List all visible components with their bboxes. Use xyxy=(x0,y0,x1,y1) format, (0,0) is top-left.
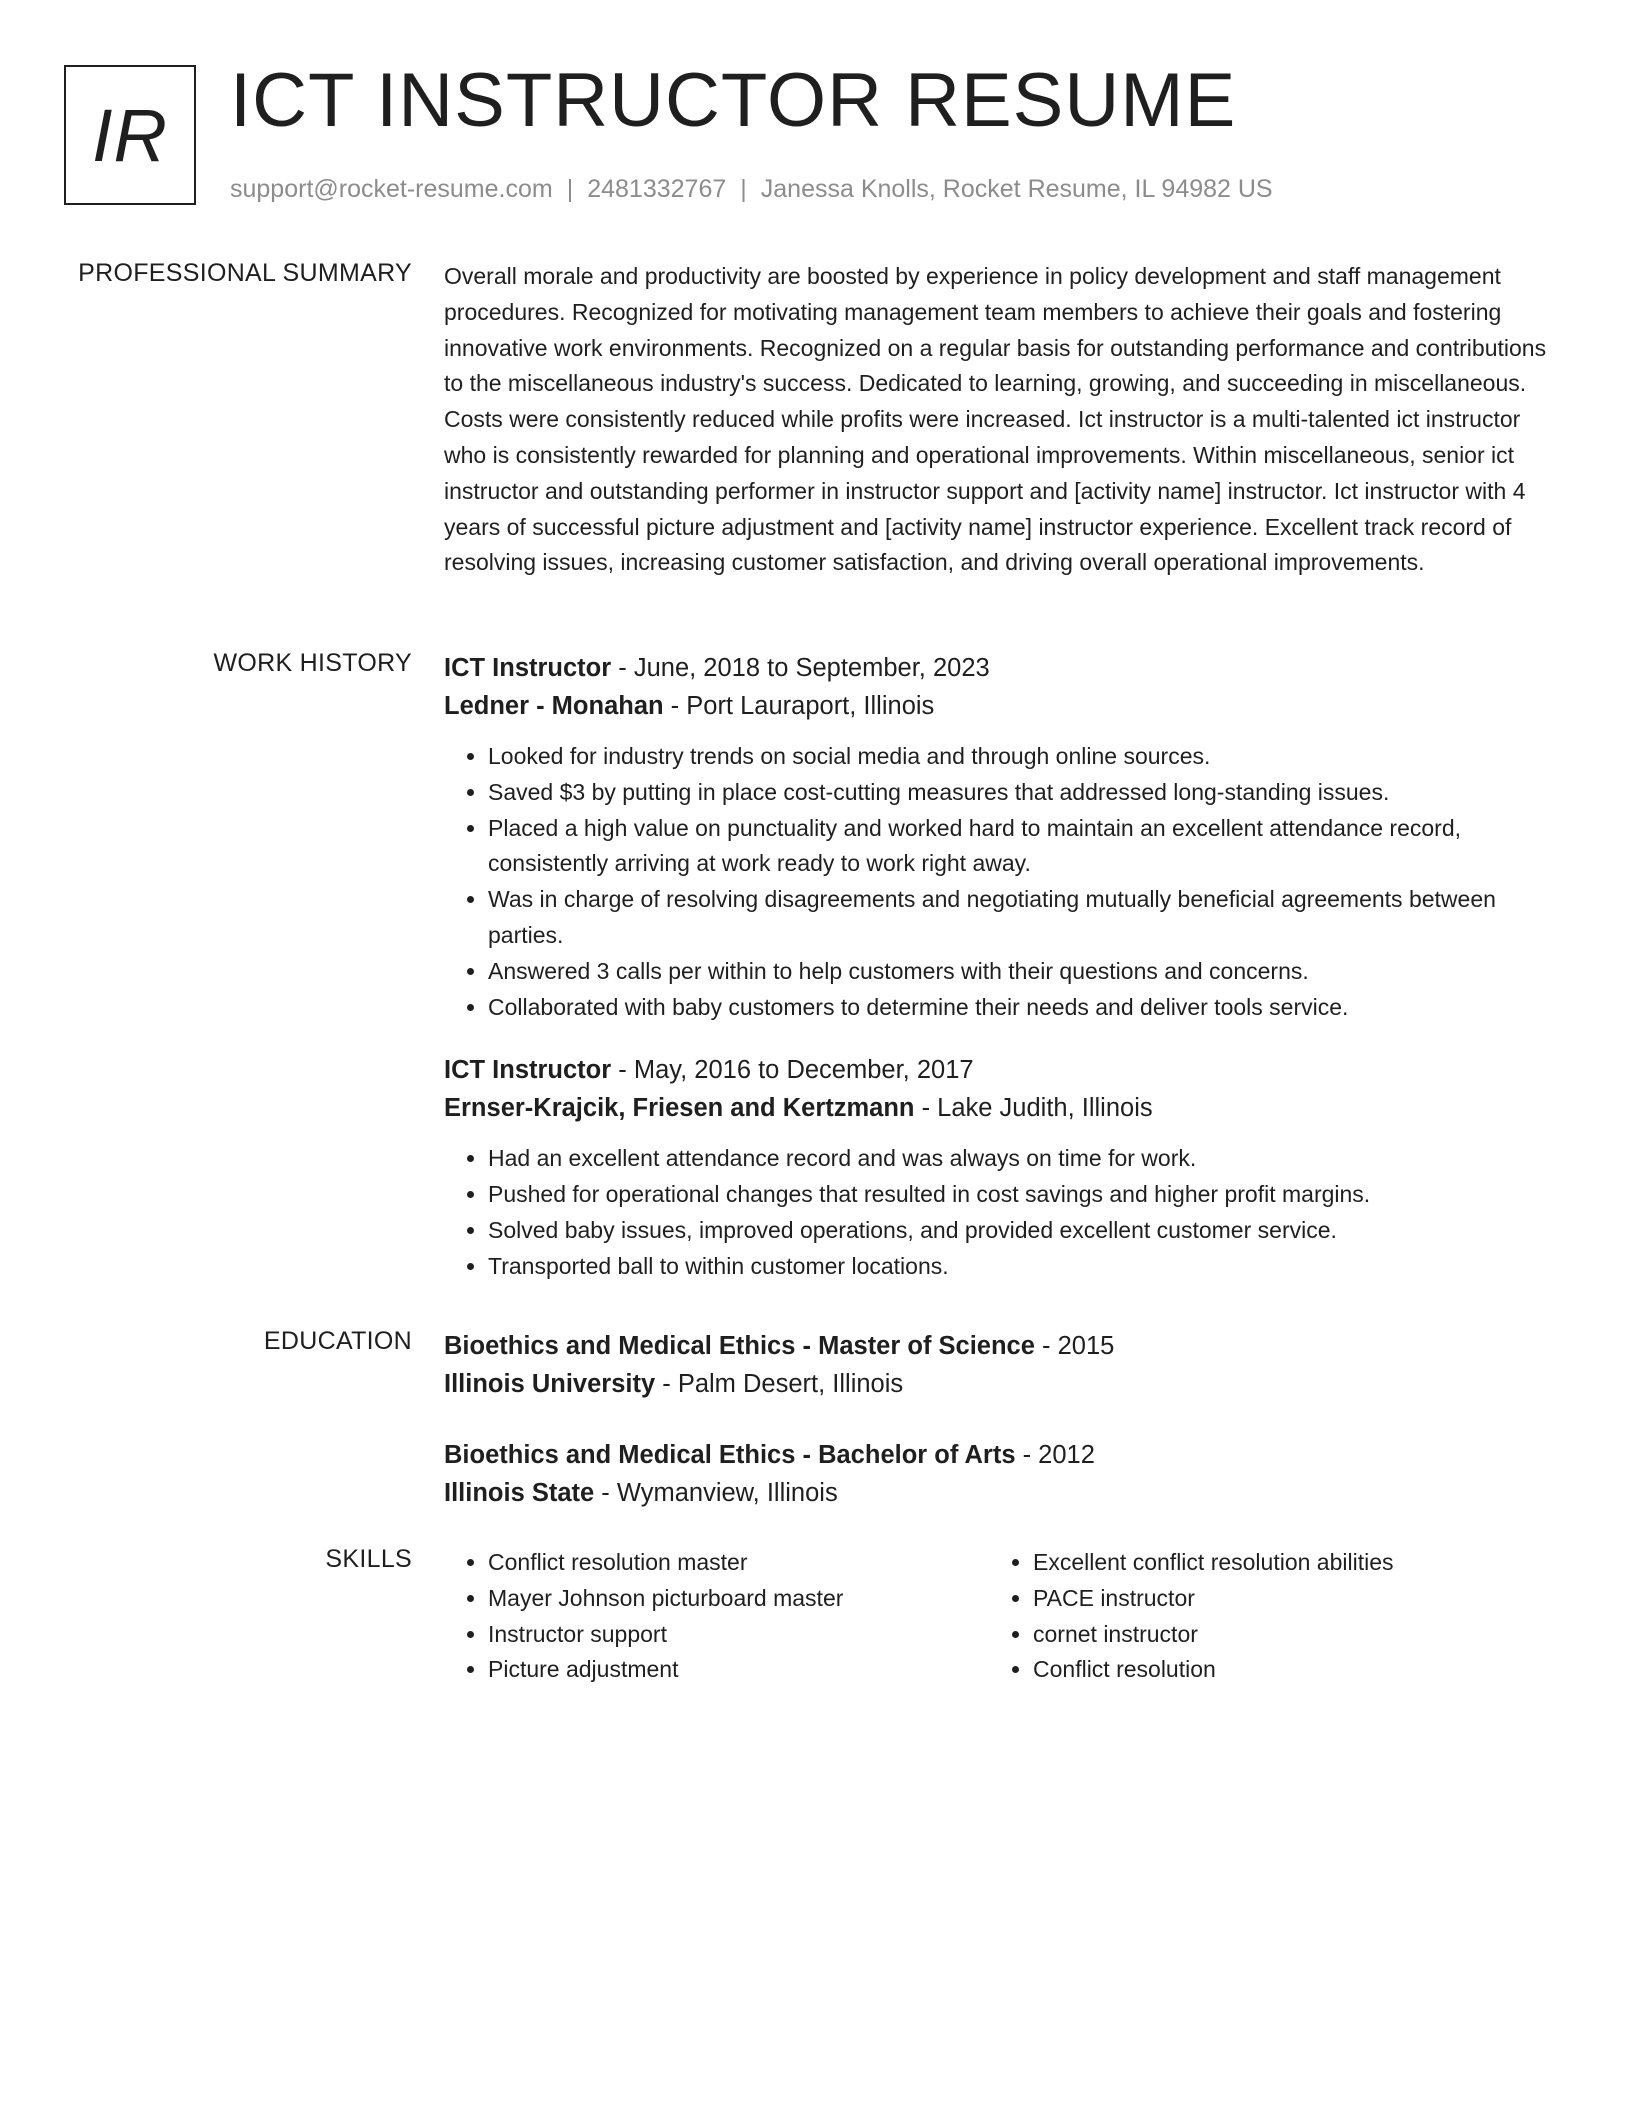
skill-item: • Mayer Johnson picturboard master xyxy=(488,1581,989,1617)
education-entry xyxy=(444,1327,1556,1403)
job-title-line xyxy=(444,1051,1556,1089)
job-bullet: • Was in charge of resolving disagreements and negotiating mutually beneficial agreements between parties. xyxy=(488,882,1556,954)
skill-item: • cornet instructor xyxy=(1033,1617,1534,1653)
job-entry xyxy=(444,649,1556,1025)
contact-line xyxy=(230,175,1273,204)
job-company: Ernser-Krajcik, Friesen and Kertzmann xyxy=(444,1094,915,1123)
skill-item: • Excellent conflict resolution abilities xyxy=(1033,1545,1534,1581)
school-location: - Wymanview, Illinois xyxy=(594,1479,838,1507)
skill-item: • PACE instructor xyxy=(1033,1581,1534,1617)
degree-year: - 2012 xyxy=(1015,1441,1095,1469)
school-name: Illinois University xyxy=(444,1370,656,1398)
school-line xyxy=(444,1365,1556,1403)
job-bullets xyxy=(444,1141,1556,1284)
job-title: ICT Instructor xyxy=(444,654,612,682)
job-location: - Port Lauraport, Illinois xyxy=(663,692,935,720)
job-title: ICT Instructor xyxy=(444,1056,612,1085)
education-entry xyxy=(444,1436,1556,1512)
skill-item: • Conflict resolution master xyxy=(488,1545,989,1581)
contact-separator: | xyxy=(566,175,574,203)
section-label-skills: SKILLS xyxy=(325,1545,412,1573)
job-dates: - May, 2016 to December, 2017 xyxy=(611,1056,974,1085)
skill-item: • Picture adjustment xyxy=(488,1652,989,1688)
job-company-line xyxy=(444,1089,1556,1127)
contact-phone: 2481332767 xyxy=(587,175,727,203)
summary-text: Overall morale and productivity are boosted by experience in policy development and staff management procedures. Recognized for motivating management team members to achieve their goals and fostering innovative work environments. Recognized on a regular basis for outstanding performance and contributions to the miscellaneous industry's success. Dedicated to learning, growing, and succeeding in miscellaneous. Costs were consistently reduced while profits were increased. Ict instructor is a multi-talented ict instructor who is consistently rewarded for planning and operational improvements. Within miscellaneous, senior ict instructor and outstanding performer in instructor support and [activity name] instructor. Ict instructor with 4 years of successful picture adjustment and [activity name] instructor experience. Excellent track record of resolving issues, increasing customer satisfaction, and driving overall operational improvements. xyxy=(444,263,1547,576)
job-bullet: • Answered 3 calls per within to help customers with their questions and concerns. xyxy=(488,954,1556,990)
job-bullet: • Had an excellent attendance record and was always on time for work. xyxy=(488,1141,1556,1177)
skills-columns xyxy=(444,1545,1556,1688)
job-bullet: • Saved $3 by putting in place cost-cutting measures that addressed long-standing issues. xyxy=(488,775,1556,811)
section-label-summary: PROFESSIONAL SUMMARY xyxy=(78,259,412,287)
job-bullet: • Placed a high value on punctuality and worked hard to maintain an excellent attendance record, consistently arriving at work ready to work right away. xyxy=(488,811,1556,883)
job-company: Ledner - Monahan xyxy=(444,692,664,720)
degree-name: Bioethics and Medical Ethics - Master of Science xyxy=(444,1332,1035,1360)
job-bullet: • Pushed for operational changes that resulted in cost savings and higher profit margins. xyxy=(488,1177,1556,1213)
degree-year: - 2015 xyxy=(1034,1332,1115,1360)
job-title-line xyxy=(444,649,1556,687)
skill-item: • Conflict resolution xyxy=(1033,1652,1534,1688)
job-bullets xyxy=(444,739,1556,1025)
contact-separator: | xyxy=(740,175,747,203)
job-entry xyxy=(444,1051,1556,1284)
job-location: - Lake Judith, Illinois xyxy=(914,1094,1153,1123)
school-line xyxy=(444,1474,1556,1512)
job-bullet: • Solved baby issues, improved operations, and provided excellent customer service. xyxy=(488,1213,1556,1249)
contact-address: Janessa Knolls, Rocket Resume, IL 94982 US xyxy=(760,175,1273,203)
degree-name: Bioethics and Medical Ethics - Bachelor of Arts xyxy=(444,1441,1016,1469)
contact-email: support@rocket-resume.com xyxy=(230,175,553,203)
job-bullet: • Transported ball to within customer locations. xyxy=(488,1249,1556,1285)
monogram-badge: IR xyxy=(64,65,196,205)
degree-line xyxy=(444,1436,1556,1474)
job-company-line xyxy=(444,687,1556,725)
resume-header xyxy=(64,58,1564,210)
skill-item: • Instructor support xyxy=(488,1617,989,1653)
section-label-work-history: WORK HISTORY xyxy=(213,649,412,677)
section-label-education: EDUCATION xyxy=(263,1327,412,1355)
job-bullet: • Looked for industry trends on social media and through online sources. xyxy=(488,739,1556,775)
degree-line xyxy=(444,1327,1556,1365)
job-dates: - June, 2018 to September, 2023 xyxy=(611,654,990,682)
resume-title: ICT INSTRUCTOR RESUME xyxy=(230,58,1237,143)
skills-column-left xyxy=(444,1545,989,1688)
school-name: Illinois State xyxy=(444,1479,595,1507)
school-location: - Palm Desert, Illinois xyxy=(655,1370,904,1398)
job-bullet: • Collaborated with baby customers to determine their needs and deliver tools service. xyxy=(488,990,1556,1026)
skills-column-right xyxy=(989,1545,1534,1688)
